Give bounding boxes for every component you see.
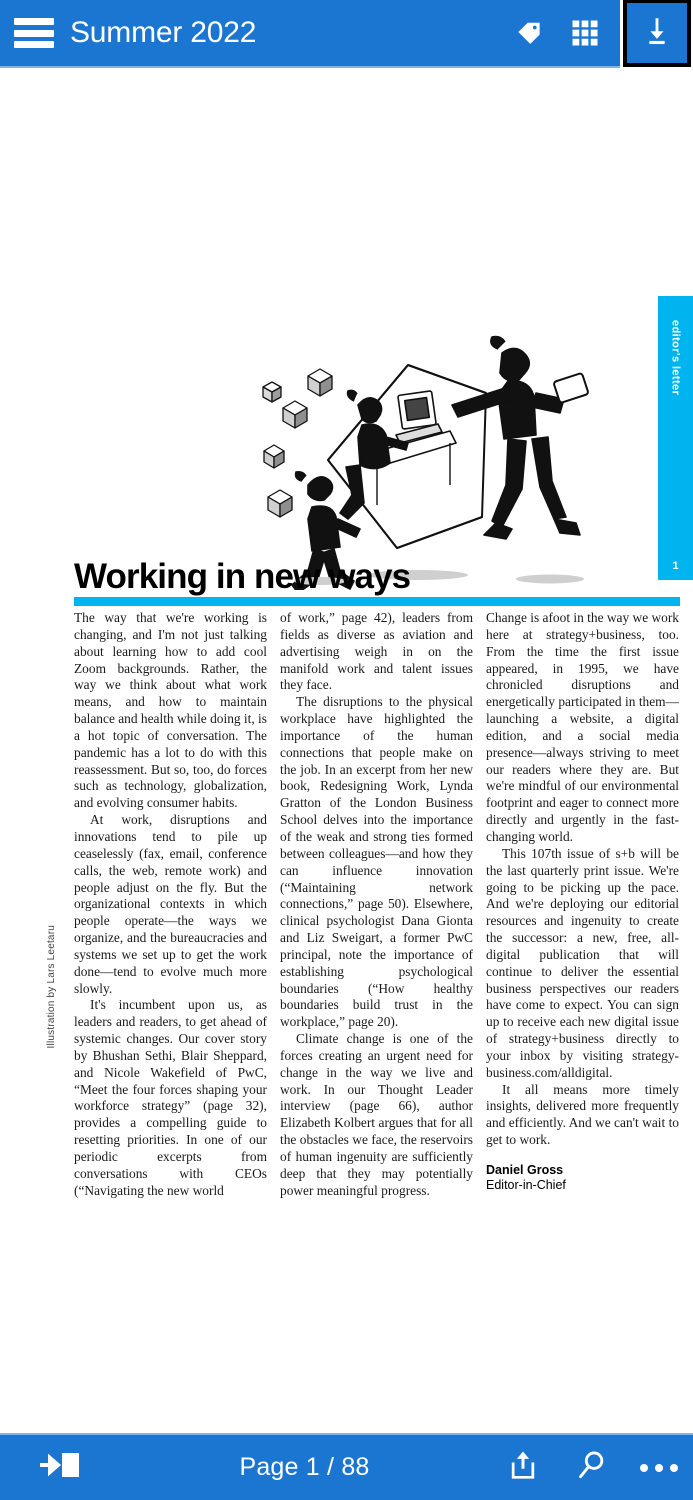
fit-to-page-button[interactable] xyxy=(0,1450,120,1485)
paragraph: The disruptions to the physical workplace have highlighted the importance of the human connections that people make on the job. In an excerpt from her new book, Redesigning Work, Lynda Gratton of the London Business School delves into the importance of the weak and strong ties formed between colleagues—and how they can influence innovation (“Maintaining network connections,” page 50). Elsewhere, clinical psychologist Dana Gionta and Liz Sweigart, a former PwC principal, note the importance of establishing psychological boundaries (“How healthy boundaries build trust in the workplace,” page 20). xyxy=(280,694,473,1030)
page-title: Summer 2022 xyxy=(70,16,257,49)
paragraph: Climate change is one of the forces creating an urgent need for change in the way we live and work. In our Thought Leader interview (page 66), author Elizabeth Kolbert argues that for all the obstacles we face, the reservoirs of human ingenuity are sufficiently deep that they may potentially power meaningful progress. xyxy=(280,1031,473,1198)
author-name: Daniel Gross xyxy=(486,1163,564,1177)
paragraph: It all means more timely insights, delivered more frequently and efficiently. And we can't wait to get to work. xyxy=(486,1081,679,1148)
article-column-3 xyxy=(486,610,679,1200)
tag-icon xyxy=(514,18,544,48)
document-page[interactable] xyxy=(0,70,693,1433)
hamburger-line xyxy=(14,41,54,48)
paragraph: It's incumbent upon us, as leaders and readers, to get ahead of systemic changes. Our cover story by Bhushan Sethi, Blair Sheppard, and Nicole Wakefield of PwC, “Meet the four forces shaping your workforce strategy” (page 32), provides a compelling guide to resetting priorities. In one of our periodic excerpts from conversations with CEOs (“Navigating the new world xyxy=(74,997,267,1198)
fit-to-page-icon xyxy=(38,1450,82,1485)
hamburger-line xyxy=(14,18,54,25)
more-options-icon xyxy=(640,1464,678,1472)
author-role: Editor-in-Chief xyxy=(486,1178,566,1192)
headline-block xyxy=(74,558,680,606)
page-indicator[interactable]: Page 1 / 88 xyxy=(239,1453,370,1481)
article-body xyxy=(74,610,680,1200)
top-toolbar xyxy=(0,0,693,68)
search-icon xyxy=(576,1449,606,1486)
article-illustration xyxy=(250,335,595,590)
tag-button[interactable] xyxy=(501,0,557,67)
section-tab-label: editor's letter xyxy=(669,320,682,396)
dot xyxy=(640,1464,648,1472)
article-column-2 xyxy=(280,610,473,1200)
download-button[interactable] xyxy=(623,0,691,67)
more-options-button[interactable] xyxy=(625,1434,693,1500)
grid-view-button[interactable] xyxy=(557,0,613,67)
section-tab xyxy=(658,296,693,580)
paragraph: This 107th issue of s+b will be the last quarterly print issue. We're going to be picking up the pace. And we're deploying our editorial resources and ingenuity to create the successor: a new, free, all-digital publication that will continue to deliver the essential business perspectives our readers have come to expect. You can sign up to receive each new digital issue of strategy+business directly to your inbox by visiting strategy-business.com/alldigital. xyxy=(486,845,679,1080)
download-icon xyxy=(640,14,674,53)
dot xyxy=(670,1464,678,1472)
dot xyxy=(655,1464,663,1472)
paragraph: At work, disruptions and innovations tend to pile up ceaselessly (fax, email, conference calls, the web, remote work) and people adjust on the fly. But the organizational contexts in which people operate—the ways we organize, and the bureaucracies and systems we set up to get the work done—tend to evolve much more slowly. xyxy=(74,812,267,996)
article-headline: Working in new ways xyxy=(74,557,411,596)
search-button[interactable] xyxy=(557,1434,625,1500)
headline-underline xyxy=(74,597,680,606)
hamburger-menu-icon[interactable] xyxy=(14,18,54,48)
illustration-credit: Illustration by Lars Leetaru xyxy=(46,925,57,1049)
top-toolbar-actions xyxy=(501,0,693,67)
share-icon xyxy=(508,1449,538,1486)
share-button[interactable] xyxy=(489,1434,557,1500)
hamburger-line xyxy=(14,30,54,37)
bottom-toolbar xyxy=(0,1433,693,1500)
bottom-toolbar-actions xyxy=(489,1434,693,1500)
grid-view-icon xyxy=(570,18,600,48)
paragraph: of work,” page 42), leaders from fields as diverse as aviation and advertising weigh in on the manifold work and talent issues they face. xyxy=(280,610,473,693)
page-number-mark: 1 xyxy=(672,560,679,572)
article-column-1 xyxy=(74,610,267,1200)
paragraph: The way that we're working is changing, and I'm not just talking about learning how to add cool Zoom backgrounds. Rather, the way we think about what work means, and how to maintain balance and health while doing it, is a hot topic of conversation. The pandemic has a lot to do with this reassessment. But so, too, do forces such as technology, globalization, and evolving consumer habits. xyxy=(74,610,267,811)
paragraph: Change is afoot in the way we work here at strategy+business, too. From the time the first issue appeared, in 1995, we have chronicled disruptions and energetically participated in them—launching a website, a digital edition, and a social media presence—always striving to meet our readers where they are. But we're mindful of our environmental footprint and eager to connect more directly and urgently in the fast-changing world. xyxy=(486,610,680,844)
